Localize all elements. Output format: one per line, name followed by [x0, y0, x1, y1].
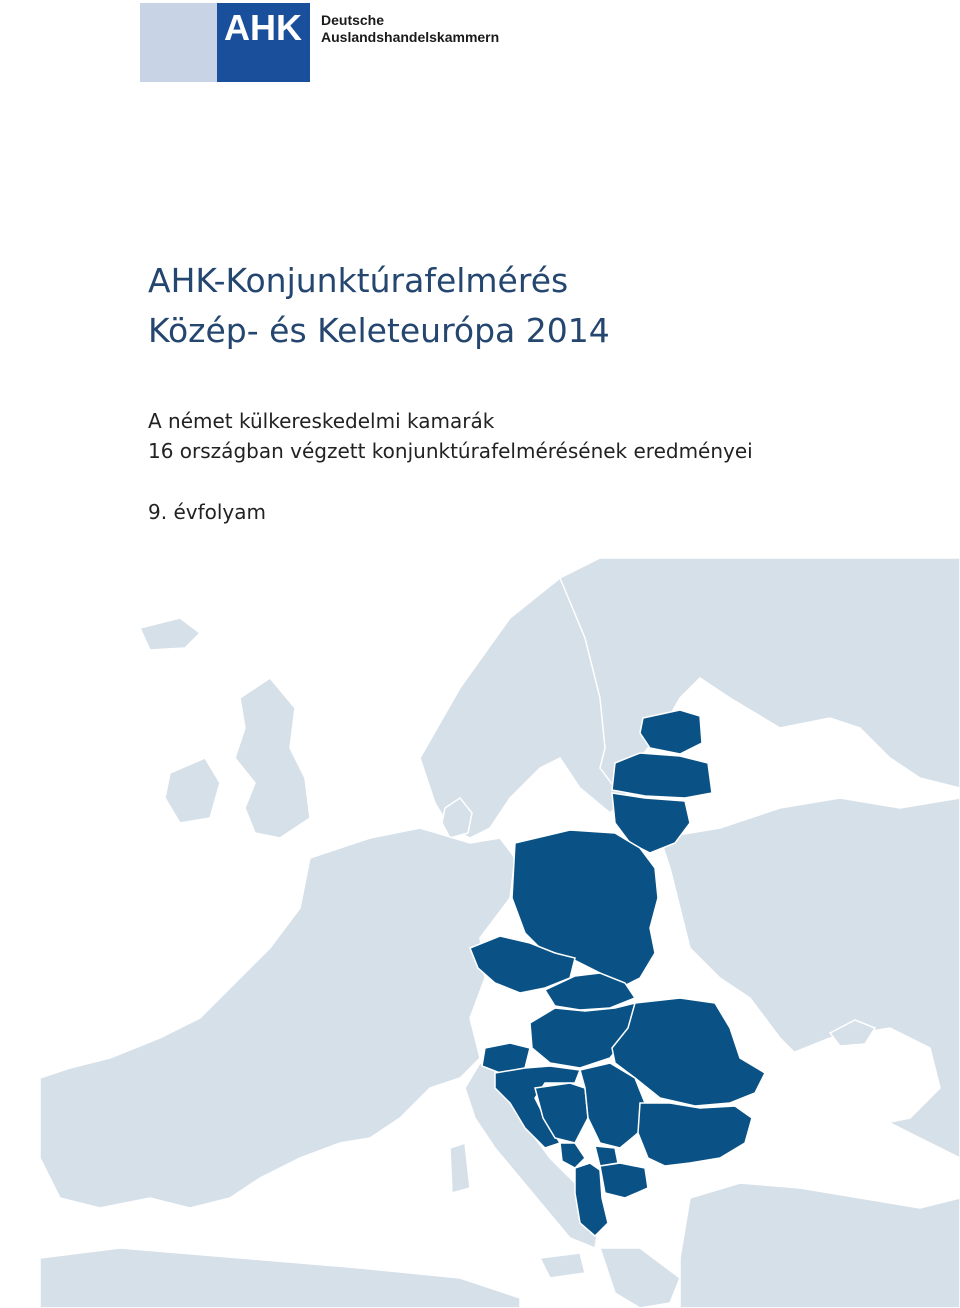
page-title	[148, 256, 610, 356]
logo-light-block	[140, 3, 217, 82]
logo-line-2: Auslandshandelskammern	[321, 29, 500, 45]
logo-wordmark	[321, 12, 499, 46]
logo-mark: AHK	[224, 7, 302, 48]
map-estonia	[640, 710, 702, 754]
page-subtitle	[148, 406, 753, 466]
subtitle-line-2: 16 országban végzett konjunktúrafelmérésének eredményei	[148, 439, 753, 463]
map-bulgaria	[638, 1103, 752, 1166]
map-montenegro	[560, 1143, 585, 1168]
subtitle-line-1: A német külkereskedelmi kamarák	[148, 409, 495, 433]
map-kosovo	[595, 1146, 618, 1166]
title-line-1: AHK-Konjunktúrafelmérés	[148, 261, 569, 300]
europe-map-icon	[40, 558, 960, 1308]
map-macedonia	[600, 1163, 648, 1198]
title-line-2: Közép- és Keleteurópa 2014	[148, 311, 610, 350]
map-land	[40, 558, 960, 1308]
map-latvia	[612, 753, 712, 798]
logo-line-1: Deutsche	[321, 12, 385, 28]
edition-label: 9. évfolyam	[148, 500, 266, 524]
